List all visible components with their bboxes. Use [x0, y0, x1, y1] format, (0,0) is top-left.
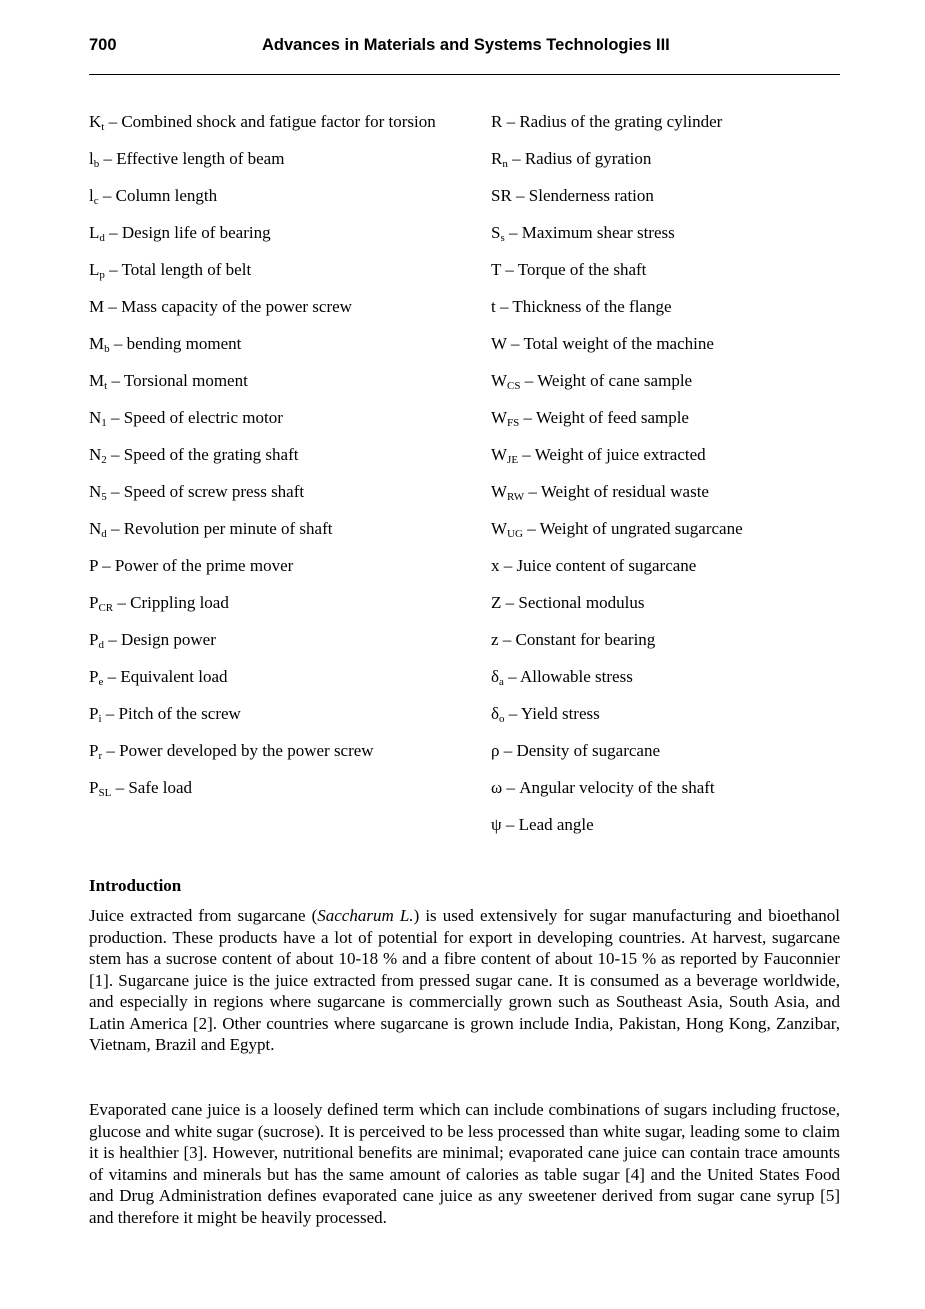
nomenclature-entry	[89, 185, 436, 206]
nomenclature-entry	[89, 518, 436, 539]
symbol: L	[89, 223, 100, 242]
nomenclature-entry	[491, 481, 840, 502]
symbol-subscript: d	[98, 639, 104, 651]
symbol: W	[491, 519, 508, 538]
symbol: M	[89, 297, 105, 316]
symbol-subscript: i	[98, 713, 102, 725]
symbol-subscript: JE	[507, 454, 519, 466]
definition: – Angular velocity of the shaft	[502, 778, 715, 797]
symbol: W	[491, 371, 508, 390]
symbol-subscript: FS	[507, 417, 520, 429]
nomenclature-entry	[89, 333, 436, 354]
symbol: N	[89, 445, 102, 464]
symbol-subscript: o	[499, 713, 505, 725]
symbol-subscript: 2	[101, 454, 107, 466]
definition: – Thickness of the flange	[495, 297, 672, 316]
nomenclature-entry	[491, 777, 840, 798]
nomenclature-entry	[89, 592, 436, 613]
nomenclature-entry	[491, 333, 840, 354]
symbol-subscript: n	[502, 158, 508, 170]
symbol: W	[491, 408, 508, 427]
nomenclature-entry	[491, 592, 840, 613]
symbol: ψ	[491, 815, 502, 834]
nomenclature-entry	[89, 703, 436, 724]
symbol: W	[491, 445, 508, 464]
symbol: δ	[491, 704, 500, 723]
intro-paragraph-1	[89, 905, 840, 1056]
nomenclature-entry	[491, 407, 840, 428]
definition: – Pitch of the screw	[101, 704, 241, 723]
definition: – Radius of gyration	[507, 149, 652, 168]
nomenclature-entry	[89, 666, 436, 687]
symbol-subscript: b	[93, 158, 100, 170]
symbol: z	[491, 630, 499, 649]
nomenclature-entry	[491, 111, 840, 132]
nomenclature-entry	[491, 740, 840, 761]
nomenclature-entry	[491, 370, 840, 391]
definition: – Torque of the shaft	[501, 260, 647, 279]
definition: – Weight of juice extracted	[518, 445, 706, 464]
symbol-subscript: d	[101, 528, 107, 540]
symbol-subscript: d	[99, 232, 105, 244]
symbol: ω	[491, 778, 503, 797]
nomenclature-entry	[491, 296, 840, 317]
symbol: P	[89, 593, 99, 612]
symbol-subscript: e	[98, 676, 104, 688]
symbol-subscript: p	[99, 269, 105, 281]
nomenclature-entry	[89, 629, 436, 650]
definition: – Lead angle	[501, 815, 594, 834]
symbol-subscript: UG	[507, 528, 523, 540]
symbol-subscript: c	[93, 195, 99, 207]
symbol: R	[491, 149, 503, 168]
nomenclature-entry	[491, 148, 840, 169]
nomenclature-entry	[89, 370, 436, 391]
symbol: N	[89, 482, 102, 501]
nomenclature-entry	[491, 666, 840, 687]
intro-paragraph-2: Evaporated cane juice is a loosely defined term which can include combinations of sugars including fructose, glucose and white sugar (sucrose). It is perceived to be less processed than white sugar, leading some to claim it is healthier [3]. However, nutritional benefits are minimal; evaporated cane juice can contain trace amounts of vitamins and minerals but has the same amount of calories as table sugar [4] and the United States Food and Drug Administration defines evaporated cane juice as any sweetener derived from sugar cane syrup [5] and therefore it might be heavily processed.	[89, 1100, 840, 1227]
symbol-subscript: r	[98, 750, 103, 762]
symbol: Z	[491, 593, 502, 612]
nomenclature-entry	[89, 740, 436, 761]
definition: – Sectional modulus	[501, 593, 645, 612]
nomenclature-entry	[89, 111, 436, 132]
definition: – Weight of cane sample	[520, 371, 693, 390]
symbol-subscript: SL	[98, 787, 112, 799]
definition: – Weight of ungrated sugarcane	[522, 519, 743, 538]
nomenclature-entry	[491, 703, 840, 724]
definition: – Total length of belt	[104, 260, 252, 279]
paragraph-text: Juice extracted from sugarcane (	[89, 906, 318, 925]
definition: – Safe load	[111, 778, 193, 797]
symbol-subscript: t	[101, 121, 105, 133]
page-header	[89, 34, 840, 58]
symbol: P	[89, 778, 99, 797]
symbol-subscript: CS	[507, 380, 521, 392]
symbol: δ	[491, 667, 500, 686]
symbol-subscript: b	[104, 343, 110, 355]
symbol: S	[491, 223, 501, 242]
nomenclature-entry	[491, 259, 840, 280]
symbol: M	[89, 371, 105, 390]
nomenclature-entry	[89, 259, 436, 280]
symbol-subscript: t	[104, 380, 108, 392]
nomenclature-entry	[491, 814, 840, 835]
nomenclature-entry	[491, 222, 840, 243]
symbol: P	[89, 630, 99, 649]
definition: – Weight of feed sample	[519, 408, 689, 427]
symbol: N	[89, 519, 102, 538]
symbol-subscript: CR	[98, 602, 114, 614]
definition: – Weight of residual waste	[524, 482, 709, 501]
symbol: W	[491, 482, 508, 501]
symbol-subscript: 5	[101, 491, 107, 503]
symbol: P	[89, 556, 98, 575]
nomenclature-entry	[89, 555, 436, 576]
definition: – Column length	[98, 186, 218, 205]
nomenclature-entry	[491, 518, 840, 539]
nomenclature-entry	[491, 555, 840, 576]
symbol: R	[491, 112, 503, 131]
definition: – Yield stress	[504, 704, 600, 723]
definition: – Equivalent load	[103, 667, 228, 686]
definition: – Combined shock and fatigue factor for torsion	[104, 112, 436, 131]
definition: – Allowable stress	[503, 667, 633, 686]
definition: – Power of the prime mover	[97, 556, 294, 575]
nomenclature-entry	[89, 777, 436, 798]
definition: – Effective length of beam	[99, 149, 285, 168]
nomenclature-entry	[89, 222, 436, 243]
page-number: 700	[89, 36, 117, 54]
symbol: W	[491, 334, 507, 353]
definition: – Crippling load	[113, 593, 229, 612]
symbol-subscript: s	[500, 232, 505, 244]
definition: – Revolution per minute of shaft	[106, 519, 333, 538]
definition: – Power developed by the power screw	[102, 741, 374, 760]
definition: – Speed of electric motor	[106, 408, 283, 427]
running-title: Advances in Materials and Systems Technologies III	[262, 36, 670, 54]
nomenclature-entry	[89, 444, 436, 465]
nomenclature-left-column	[89, 111, 436, 814]
species-name: Saccharum L.	[317, 906, 414, 925]
definition: – Juice content of sugarcane	[499, 556, 697, 575]
definition: – Mass capacity of the power screw	[104, 297, 352, 316]
definition: – Speed of the grating shaft	[106, 445, 299, 464]
symbol-subscript: a	[499, 676, 504, 688]
nomenclature-entry	[491, 444, 840, 465]
symbol: N	[89, 408, 102, 427]
symbol: l	[89, 149, 94, 168]
nomenclature-entry	[89, 296, 436, 317]
section-heading-introduction: Introduction	[89, 876, 182, 895]
symbol: l	[89, 186, 94, 205]
nomenclature-entry	[491, 185, 840, 206]
symbol: P	[89, 704, 99, 723]
symbol: M	[89, 334, 105, 353]
definition: – Total weight of the machine	[506, 334, 714, 353]
definition: – bending moment	[109, 334, 242, 353]
symbol: ρ	[491, 741, 500, 760]
nomenclature-entry	[89, 407, 436, 428]
nomenclature-entry	[89, 481, 436, 502]
nomenclature-entry	[89, 148, 436, 169]
definition: – Torsional moment	[107, 371, 248, 390]
symbol: T	[491, 260, 502, 279]
nomenclature-entry	[491, 629, 840, 650]
symbol: x	[491, 556, 500, 575]
definition: – Density of sugarcane	[499, 741, 660, 760]
symbol-subscript: 1	[101, 417, 107, 429]
definition: – Slenderness ration	[511, 186, 654, 205]
symbol-subscript: RW	[507, 491, 525, 503]
definition: – Design life of bearing	[104, 223, 271, 242]
symbol: SR	[491, 186, 512, 205]
symbol: P	[89, 667, 99, 686]
definition: – Radius of the grating cylinder	[502, 112, 723, 131]
symbol: L	[89, 260, 100, 279]
symbol: P	[89, 741, 99, 760]
definition: – Constant for bearing	[498, 630, 656, 649]
definition: – Design power	[103, 630, 216, 649]
definition: – Maximum shear stress	[504, 223, 675, 242]
paragraph-text: ) is used extensively for sugar manufacturing and bioethanol production. These products have a lot of potential for export in developing countries. At harvest, sugarcane stem has a sucrose content of about 10-18 % and a fibre content of about 10-15 % as reported by Fauconnier [1]. Sugarcane juice is the juice extracted from pressed sugar cane. It is consumed as a beverage worldwide, and especially in regions where sugarcane is commercially grown such as Southeast Asia, South Asia, and Latin America [2]. Other countries where sugarcane is grown include India, Pakistan, Hong Kong, Zanzibar, Vietnam, Brazil and Egypt.	[89, 906, 840, 1054]
nomenclature-right-column	[491, 111, 840, 851]
symbol: t	[491, 297, 496, 316]
symbol: K	[89, 112, 102, 131]
header-rule	[89, 74, 840, 75]
definition: – Speed of screw press shaft	[106, 482, 305, 501]
